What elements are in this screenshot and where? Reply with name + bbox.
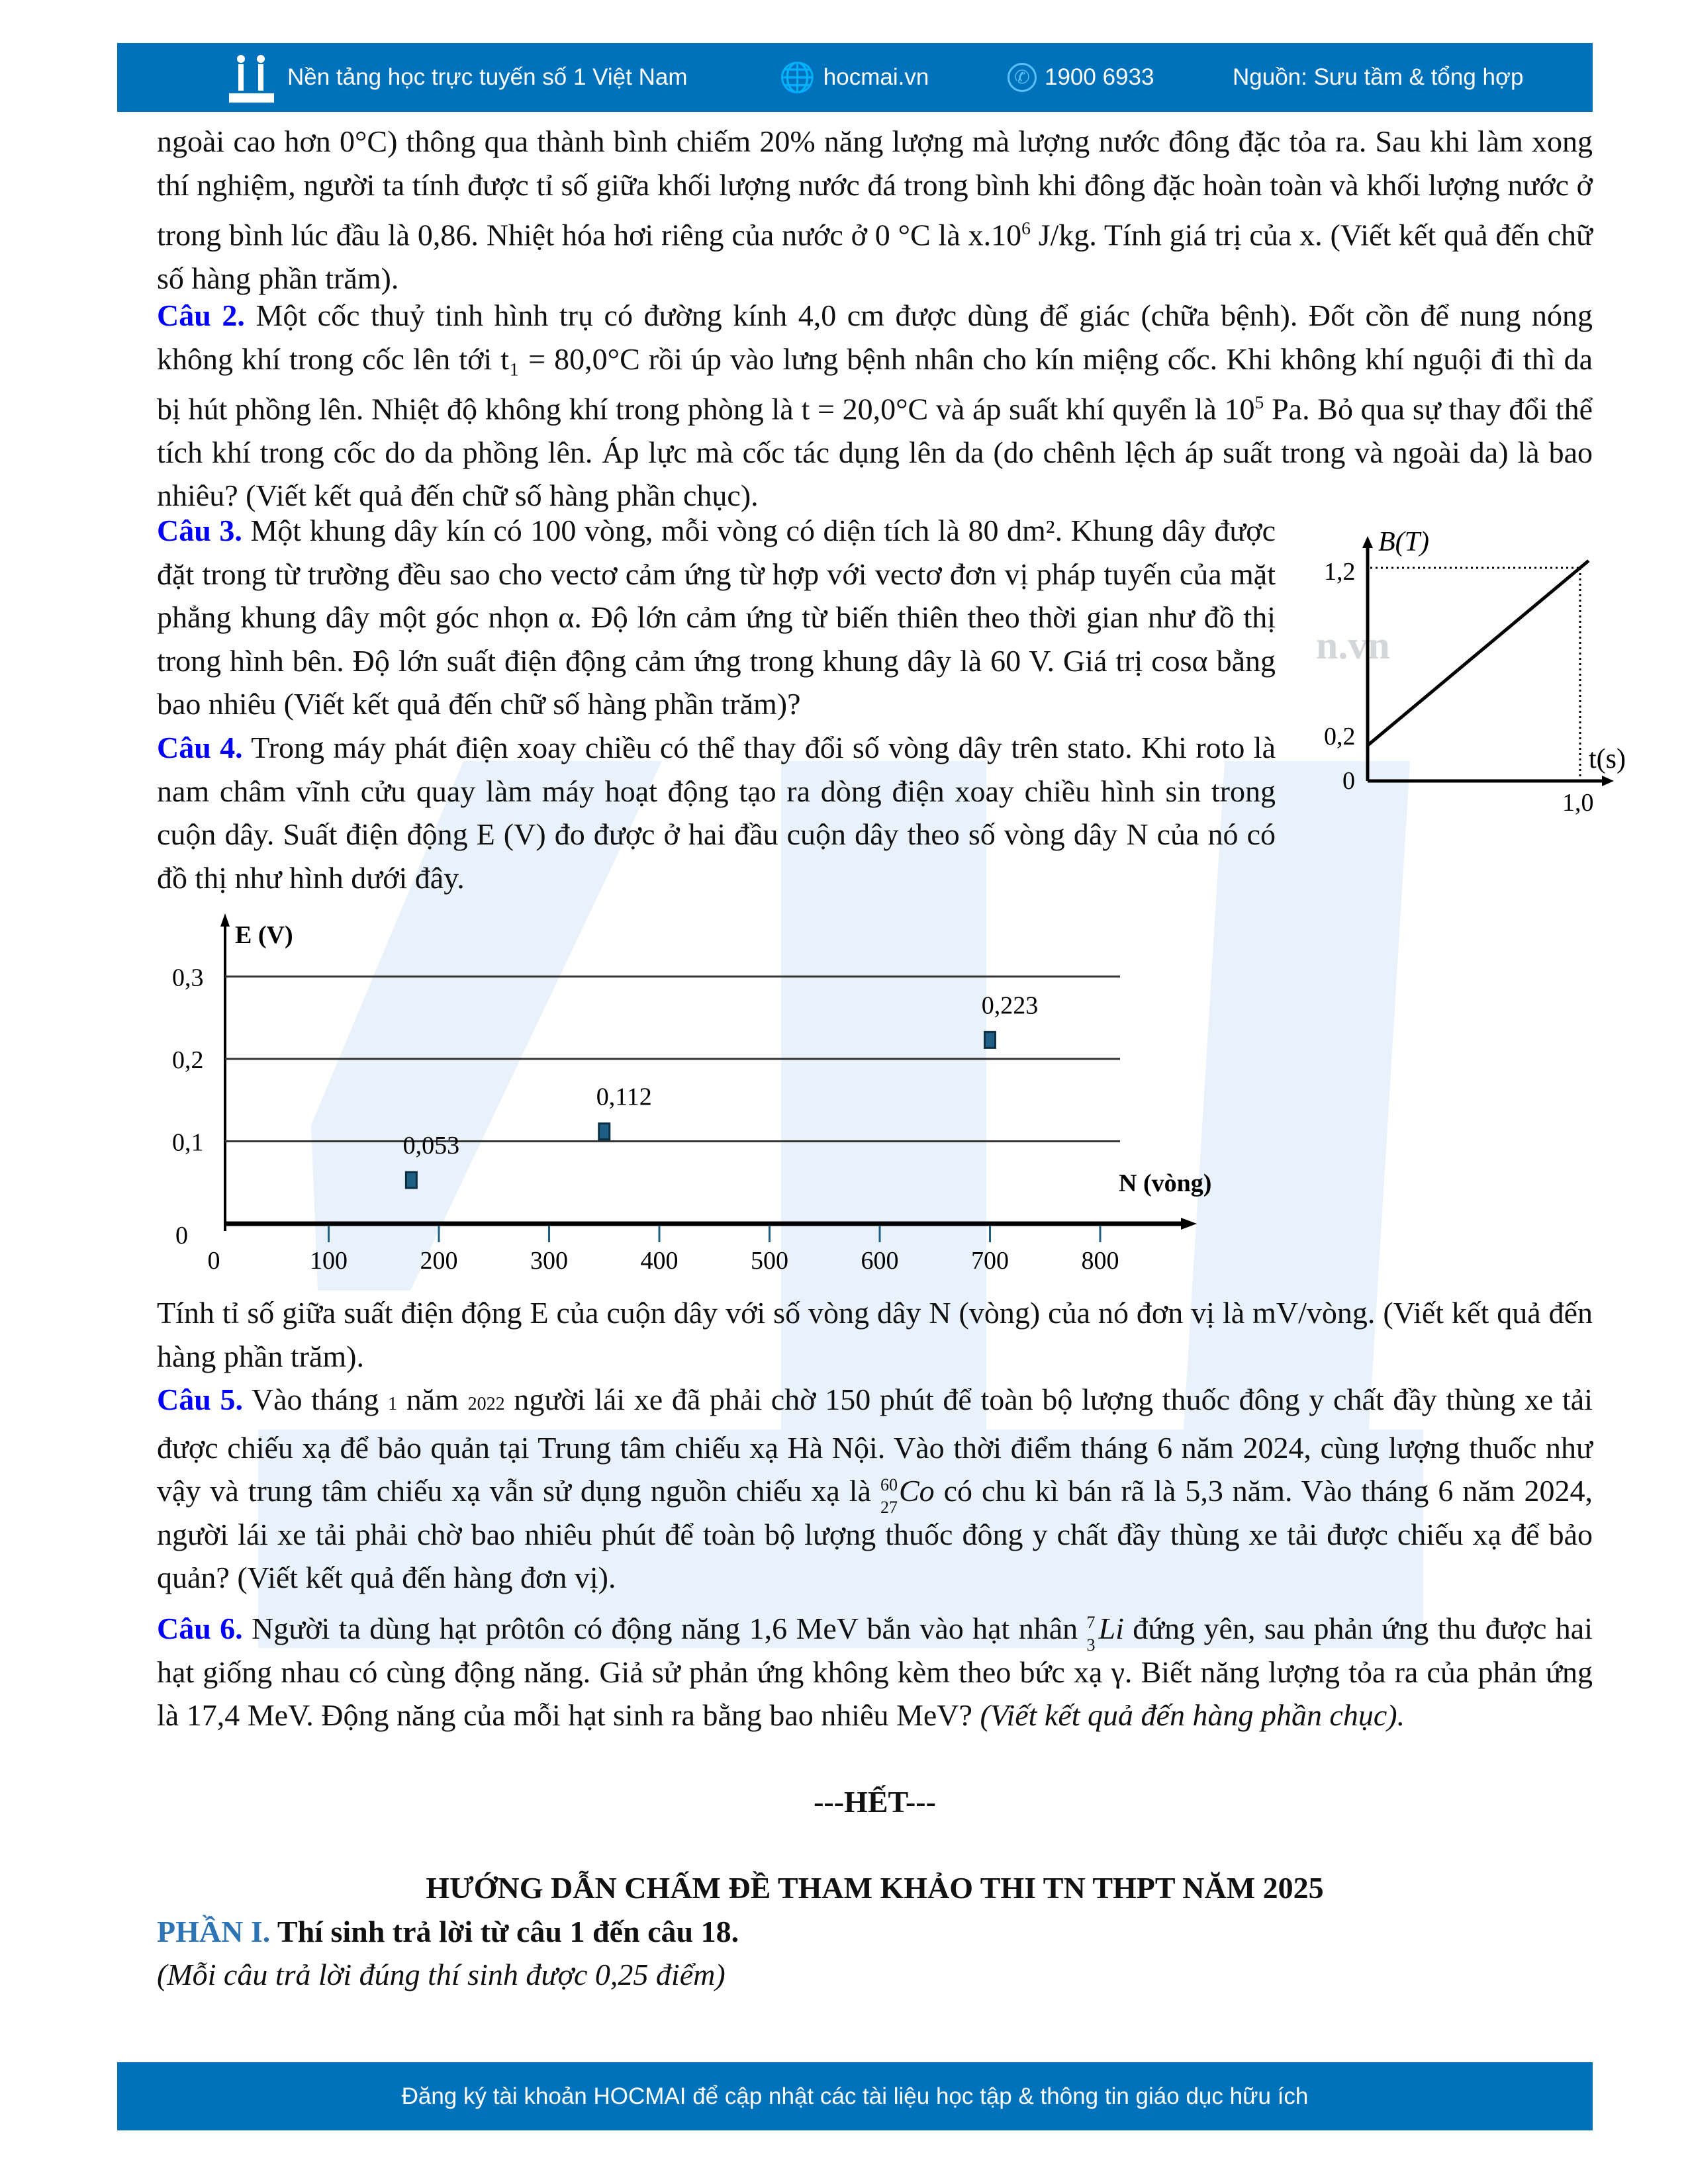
cau1-tail: ngoài cao hơn 0°C) thông qua thành bình chiếm 20% năng lượng mà lượng nước đông đặc tỏa ra. Sau khi làm xong thí nghiệm, người ta tính được tỉ số giữa khối lượng nước đá trong bình khi đông đặc hoàn toàn và khối lượng nước ở trong bình lúc đầu là 0,86. Nhiệt hóa hơi riêng của nước ở 0 °C là $x.10^6$ J/kg. Tính giá trị của x. (Viết kết quả đến chữ số hàng phần trăm).	[157, 124, 1593, 295]
graph-watermark: n.vn	[1316, 623, 1390, 667]
phone-icon: ✆	[1008, 63, 1037, 92]
x-axis-label: t(s)	[1589, 744, 1626, 774]
data-point	[406, 1172, 416, 1188]
cau3: Câu 3. Một khung dây kín có 100 vòng, mỗi vòng có diện tích là 80 dm². Khung dây được đặt trong từ trường đều sao cho vectơ cảm ứng từ hợp với vectơ đơn vị pháp tuyến của mặt phẳng khung dây một góc nhọn α. Độ lớn cảm ứng từ biến thiên theo thời gian như đồ thị trong hình bên. Độ lớn suất điện động cảm ứng trong khung dây là 60 V. Giá trị cosα bằng bao nhiêu (Viết kết quả đến chữ số hàng phần trăm)?	[157, 514, 1276, 721]
website-text: hocmai.vn	[823, 64, 929, 90]
cau2: Câu 2. Một cốc thuỷ tinh hình trụ có đường kính 4,0 cm được dùng để giác (chữa bệnh). Đốt cồn để nung nóng không khí trong cốc lên tới t₁ = 80,0°C rồi úp vào lưng bệnh nhân cho kín miệng cốc. Khi không khí nguội đi thì da bị hút phồng lên. Nhiệt độ không khí trong phòng là t = 20,0°C và áp suất khí quyển là $10^5$ Pa. Bỏ qua sự thay đổi thể tích khí trong cốc do da phồng lên. Áp lực mà cốc tác dụng lên da (do chênh lệch áp suất trong và ngoài da) là bao nhiêu? (Viết kết quả đến chữ số hàng phần chục).	[157, 298, 1593, 513]
x-axis-arrow	[1181, 1218, 1197, 1230]
y-tick: 0	[1342, 767, 1355, 795]
y-tick: 0,2	[1324, 723, 1356, 751]
x-tick-label: 0	[207, 1247, 220, 1275]
tagline: Nền tảng học trực tuyến số 1 Việt Nam	[287, 64, 688, 90]
x-tick-label: 800	[1081, 1247, 1119, 1275]
y-tick-label: 0,3	[172, 964, 204, 992]
isotope-li7: 7 3	[1086, 1613, 1096, 1655]
globe-icon: 🌐	[779, 62, 816, 94]
data-point	[599, 1124, 610, 1140]
y-axis-label: B(T)	[1378, 527, 1429, 557]
x-tick-label: 300	[530, 1247, 568, 1275]
isotope-co60: 60 27	[880, 1475, 898, 1518]
cau4-question: Tính tỉ số giữa suất điện động E của cuộn dây với số vòng dây N (vòng) của nó đơn vị là mV/vòng. (Viết kết quả đến hàng phần trăm).	[157, 1296, 1593, 1373]
question-label: Câu 4.	[157, 731, 243, 764]
x-tick-label: 400	[640, 1247, 679, 1275]
x-tick: 1,0	[1562, 789, 1594, 817]
end-mark: ---HẾT---	[814, 1785, 936, 1819]
data-label: 0,112	[596, 1083, 652, 1111]
question-label: Câu 2.	[157, 298, 245, 332]
x-tick-label: 200	[420, 1247, 458, 1275]
y-axis-label: E (V)	[235, 921, 293, 949]
y-tick-label: 0,2	[172, 1046, 204, 1074]
cau4: Câu 4. Trong máy phát điện xoay chiều có thể thay đổi số vòng dây trên stato. Khi roto là nam châm vĩnh cửu quay làm máy hoạt động tạo ra dòng điện xoay chiều hình sin trong cuộn dây. Suất điện động E (V) đo được ở hai đầu cuộn dây theo số vòng dây N của nó có đồ thị như hình dưới đây.	[157, 731, 1276, 895]
footer-bar[interactable]	[117, 2062, 1593, 2130]
y-axis-arrow	[220, 913, 230, 927]
data-label: 0,053	[402, 1132, 460, 1160]
data-label: 0,223	[981, 991, 1039, 1020]
footer-text: Đăng ký tài khoản HOCMAI để cập nhật các tài liệu học tập & thông tin giáo dục hữu ích	[401, 2083, 1309, 2109]
source-text: Nguồn: Sưu tầm & tổng hợp	[1233, 64, 1524, 90]
question-label: Câu 3.	[157, 514, 242, 547]
y-tick-label: 0,1	[172, 1128, 204, 1157]
part1-heading: PHẦN I. Thí sinh trả lời từ câu 1 đến câu 18.	[157, 1915, 739, 1948]
cau5: Câu 5. Vào tháng 1 năm 2022 người lái xe đã phải chờ 150 phút để toàn bộ lượng thuốc đông y chất đầy thùng xe tải được chiếu xạ để bảo quản tại Trung tâm chiếu xạ Hà Nội. Vào thời điểm tháng 6 năm 2024, cùng lượng thuốc như vậy và trung tâm chiếu xạ vẫn sử dụng nguồn chiếu xạ là 60 27 Co có chu kì bán rã là 5,3 năm. Vào tháng 6 năm 2024, người lái xe tải phải chờ bao nhiêu phút để toàn bộ lượng thuốc đông y chất đầy thùng xe tải được chiếu xạ để bảo quản? (Viết kết quả đến hàng đơn vị).	[157, 1383, 1593, 1594]
question-label: Câu 6.	[157, 1612, 243, 1645]
x-axis-label: N (vòng)	[1119, 1169, 1212, 1197]
question-label: Câu 5.	[157, 1383, 243, 1416]
y-tick-label: 0	[175, 1222, 188, 1250]
y-tick: 1,2	[1324, 558, 1356, 586]
x-tick-label: 500	[751, 1247, 788, 1275]
cau6: Câu 6. Người ta dùng hạt prôtôn có động năng 1,6 MeV bắn vào hạt nhân 7 3 Li đứng yên, sau phản ứng thu được hai hạt giống nhau có cùng động năng. Giả sử phản ứng không kèm theo bức xạ γ. Biết năng lượng tỏa ra của phản ứng là 17,4 MeV. Động năng của mỗi hạt sinh ra bằng bao nhiêu MeV? (Viết kết quả đến hàng phần chục).	[157, 1612, 1593, 1732]
x-tick-label: 700	[971, 1247, 1009, 1275]
data-point	[985, 1032, 996, 1048]
x-tick-label: 600	[861, 1247, 899, 1275]
phone-text: 1900 6933	[1045, 64, 1154, 90]
answer-title: HƯỚNG DẪN CHẤM ĐỀ THAM KHẢO THI TN THPT NĂM 2025	[426, 1871, 1324, 1905]
x-tick-label: 100	[310, 1247, 348, 1275]
part1-note: (Mỗi câu trả lời đúng thí sinh được 0,25 điểm)	[157, 1958, 726, 1991]
